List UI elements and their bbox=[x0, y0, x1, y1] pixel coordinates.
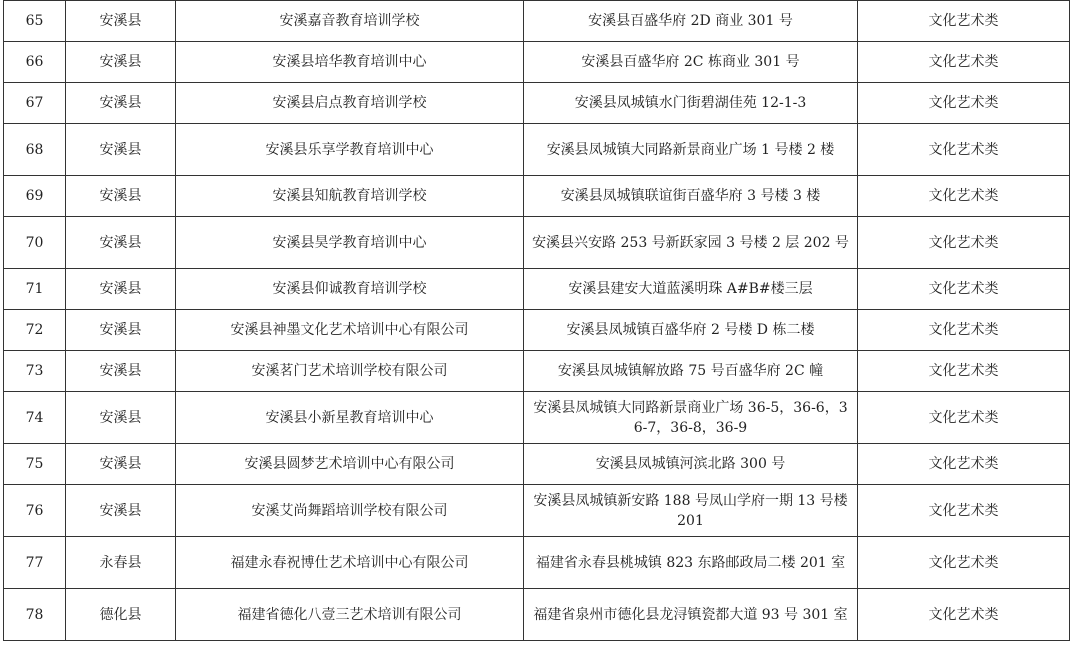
row-number-cell: 68 bbox=[4, 124, 66, 176]
institution-name-cell: 福建省德化八壹三艺术培训有限公司 bbox=[176, 589, 524, 641]
institution-name-cell: 安溪县圆梦艺术培训中心有限公司 bbox=[176, 444, 524, 485]
row-number-cell: 66 bbox=[4, 42, 66, 83]
category-cell: 文化艺术类 bbox=[858, 83, 1070, 124]
table-row bbox=[4, 444, 1070, 485]
row-number-cell: 77 bbox=[4, 537, 66, 589]
address-cell: 安溪县兴安路 253 号新跃家园 3 号楼 2 层 202 号 bbox=[524, 217, 858, 269]
category-cell: 文化艺术类 bbox=[858, 42, 1070, 83]
row-number-cell: 75 bbox=[4, 444, 66, 485]
row-number-cell: 72 bbox=[4, 310, 66, 351]
category-cell: 文化艺术类 bbox=[858, 176, 1070, 217]
address-cell: 安溪县凤城镇百盛华府 2 号楼 D 栋二楼 bbox=[524, 310, 858, 351]
table-row bbox=[4, 485, 1070, 537]
row-number-cell: 65 bbox=[4, 1, 66, 42]
institution-name-cell: 福建永春祝博仕艺术培训中心有限公司 bbox=[176, 537, 524, 589]
county-cell: 安溪县 bbox=[66, 1, 176, 42]
address-cell: 安溪县凤城镇大同路新景商业广场 36-5，36-6，36-7，36-8，36-9 bbox=[524, 392, 858, 444]
institution-name-cell: 安溪茗门艺术培训学校有限公司 bbox=[176, 351, 524, 392]
address-cell: 福建省永春县桃城镇 823 东路邮政局二楼 201 室 bbox=[524, 537, 858, 589]
address-cell: 安溪县百盛华府 2D 商业 301 号 bbox=[524, 1, 858, 42]
row-number-cell: 78 bbox=[4, 589, 66, 641]
county-cell: 安溪县 bbox=[66, 176, 176, 217]
table-row bbox=[4, 176, 1070, 217]
county-cell: 安溪县 bbox=[66, 392, 176, 444]
county-cell: 永春县 bbox=[66, 537, 176, 589]
table-row bbox=[4, 42, 1070, 83]
table-row bbox=[4, 589, 1070, 641]
address-cell: 福建省泉州市德化县龙浔镇瓷都大道 93 号 301 室 bbox=[524, 589, 858, 641]
category-cell: 文化艺术类 bbox=[858, 351, 1070, 392]
institution-name-cell: 安溪县小新星教育培训中心 bbox=[176, 392, 524, 444]
county-cell: 安溪县 bbox=[66, 83, 176, 124]
row-number-cell: 69 bbox=[4, 176, 66, 217]
address-cell: 安溪县凤城镇大同路新景商业广场 1 号楼 2 楼 bbox=[524, 124, 858, 176]
table-row bbox=[4, 392, 1070, 444]
institution-name-cell: 安溪县启点教育培训学校 bbox=[176, 83, 524, 124]
county-cell: 安溪县 bbox=[66, 124, 176, 176]
table-body bbox=[4, 1, 1070, 641]
institution-name-cell: 安溪县乐享学教育培训中心 bbox=[176, 124, 524, 176]
institution-name-cell: 安溪县培华教育培训中心 bbox=[176, 42, 524, 83]
category-cell: 文化艺术类 bbox=[858, 124, 1070, 176]
category-cell: 文化艺术类 bbox=[858, 444, 1070, 485]
county-cell: 安溪县 bbox=[66, 217, 176, 269]
row-number-cell: 76 bbox=[4, 485, 66, 537]
row-number-cell: 73 bbox=[4, 351, 66, 392]
row-number-cell: 67 bbox=[4, 83, 66, 124]
category-cell: 文化艺术类 bbox=[858, 269, 1070, 310]
row-number-cell: 70 bbox=[4, 217, 66, 269]
category-cell: 文化艺术类 bbox=[858, 392, 1070, 444]
institution-name-cell: 安溪嘉音教育培训学校 bbox=[176, 1, 524, 42]
county-cell: 安溪县 bbox=[66, 444, 176, 485]
table-row bbox=[4, 310, 1070, 351]
address-cell: 安溪县凤城镇解放路 75 号百盛华府 2C 幢 bbox=[524, 351, 858, 392]
address-cell: 安溪县凤城镇河滨北路 300 号 bbox=[524, 444, 858, 485]
table-row bbox=[4, 83, 1070, 124]
county-cell: 安溪县 bbox=[66, 485, 176, 537]
county-cell: 德化县 bbox=[66, 589, 176, 641]
address-cell: 安溪县建安大道蓝溪明珠 A#B#楼三层 bbox=[524, 269, 858, 310]
category-cell: 文化艺术类 bbox=[858, 537, 1070, 589]
category-cell: 文化艺术类 bbox=[858, 217, 1070, 269]
institution-name-cell: 安溪艾尚舞蹈培训学校有限公司 bbox=[176, 485, 524, 537]
county-cell: 安溪县 bbox=[66, 310, 176, 351]
institution-table bbox=[3, 0, 1070, 641]
table-row bbox=[4, 269, 1070, 310]
address-cell: 安溪县凤城镇新安路 188 号凤山学府一期 13 号楼 201 bbox=[524, 485, 858, 537]
category-cell: 文化艺术类 bbox=[858, 589, 1070, 641]
county-cell: 安溪县 bbox=[66, 269, 176, 310]
institution-name-cell: 安溪县仰诚教育培训学校 bbox=[176, 269, 524, 310]
address-cell: 安溪县凤城镇联谊街百盛华府 3 号楼 3 楼 bbox=[524, 176, 858, 217]
county-cell: 安溪县 bbox=[66, 351, 176, 392]
table-row bbox=[4, 1, 1070, 42]
category-cell: 文化艺术类 bbox=[858, 310, 1070, 351]
institution-name-cell: 安溪县神墨文化艺术培训中心有限公司 bbox=[176, 310, 524, 351]
table-row bbox=[4, 537, 1070, 589]
address-cell: 安溪县凤城镇水门街碧湖佳苑 12-1-3 bbox=[524, 83, 858, 124]
category-cell: 文化艺术类 bbox=[858, 485, 1070, 537]
table-row bbox=[4, 124, 1070, 176]
row-number-cell: 71 bbox=[4, 269, 66, 310]
table-row bbox=[4, 351, 1070, 392]
row-number-cell: 74 bbox=[4, 392, 66, 444]
institution-name-cell: 安溪县知航教育培训学校 bbox=[176, 176, 524, 217]
institution-name-cell: 安溪县昊学教育培训中心 bbox=[176, 217, 524, 269]
address-cell: 安溪县百盛华府 2C 栋商业 301 号 bbox=[524, 42, 858, 83]
county-cell: 安溪县 bbox=[66, 42, 176, 83]
table-row bbox=[4, 217, 1070, 269]
category-cell: 文化艺术类 bbox=[858, 1, 1070, 42]
